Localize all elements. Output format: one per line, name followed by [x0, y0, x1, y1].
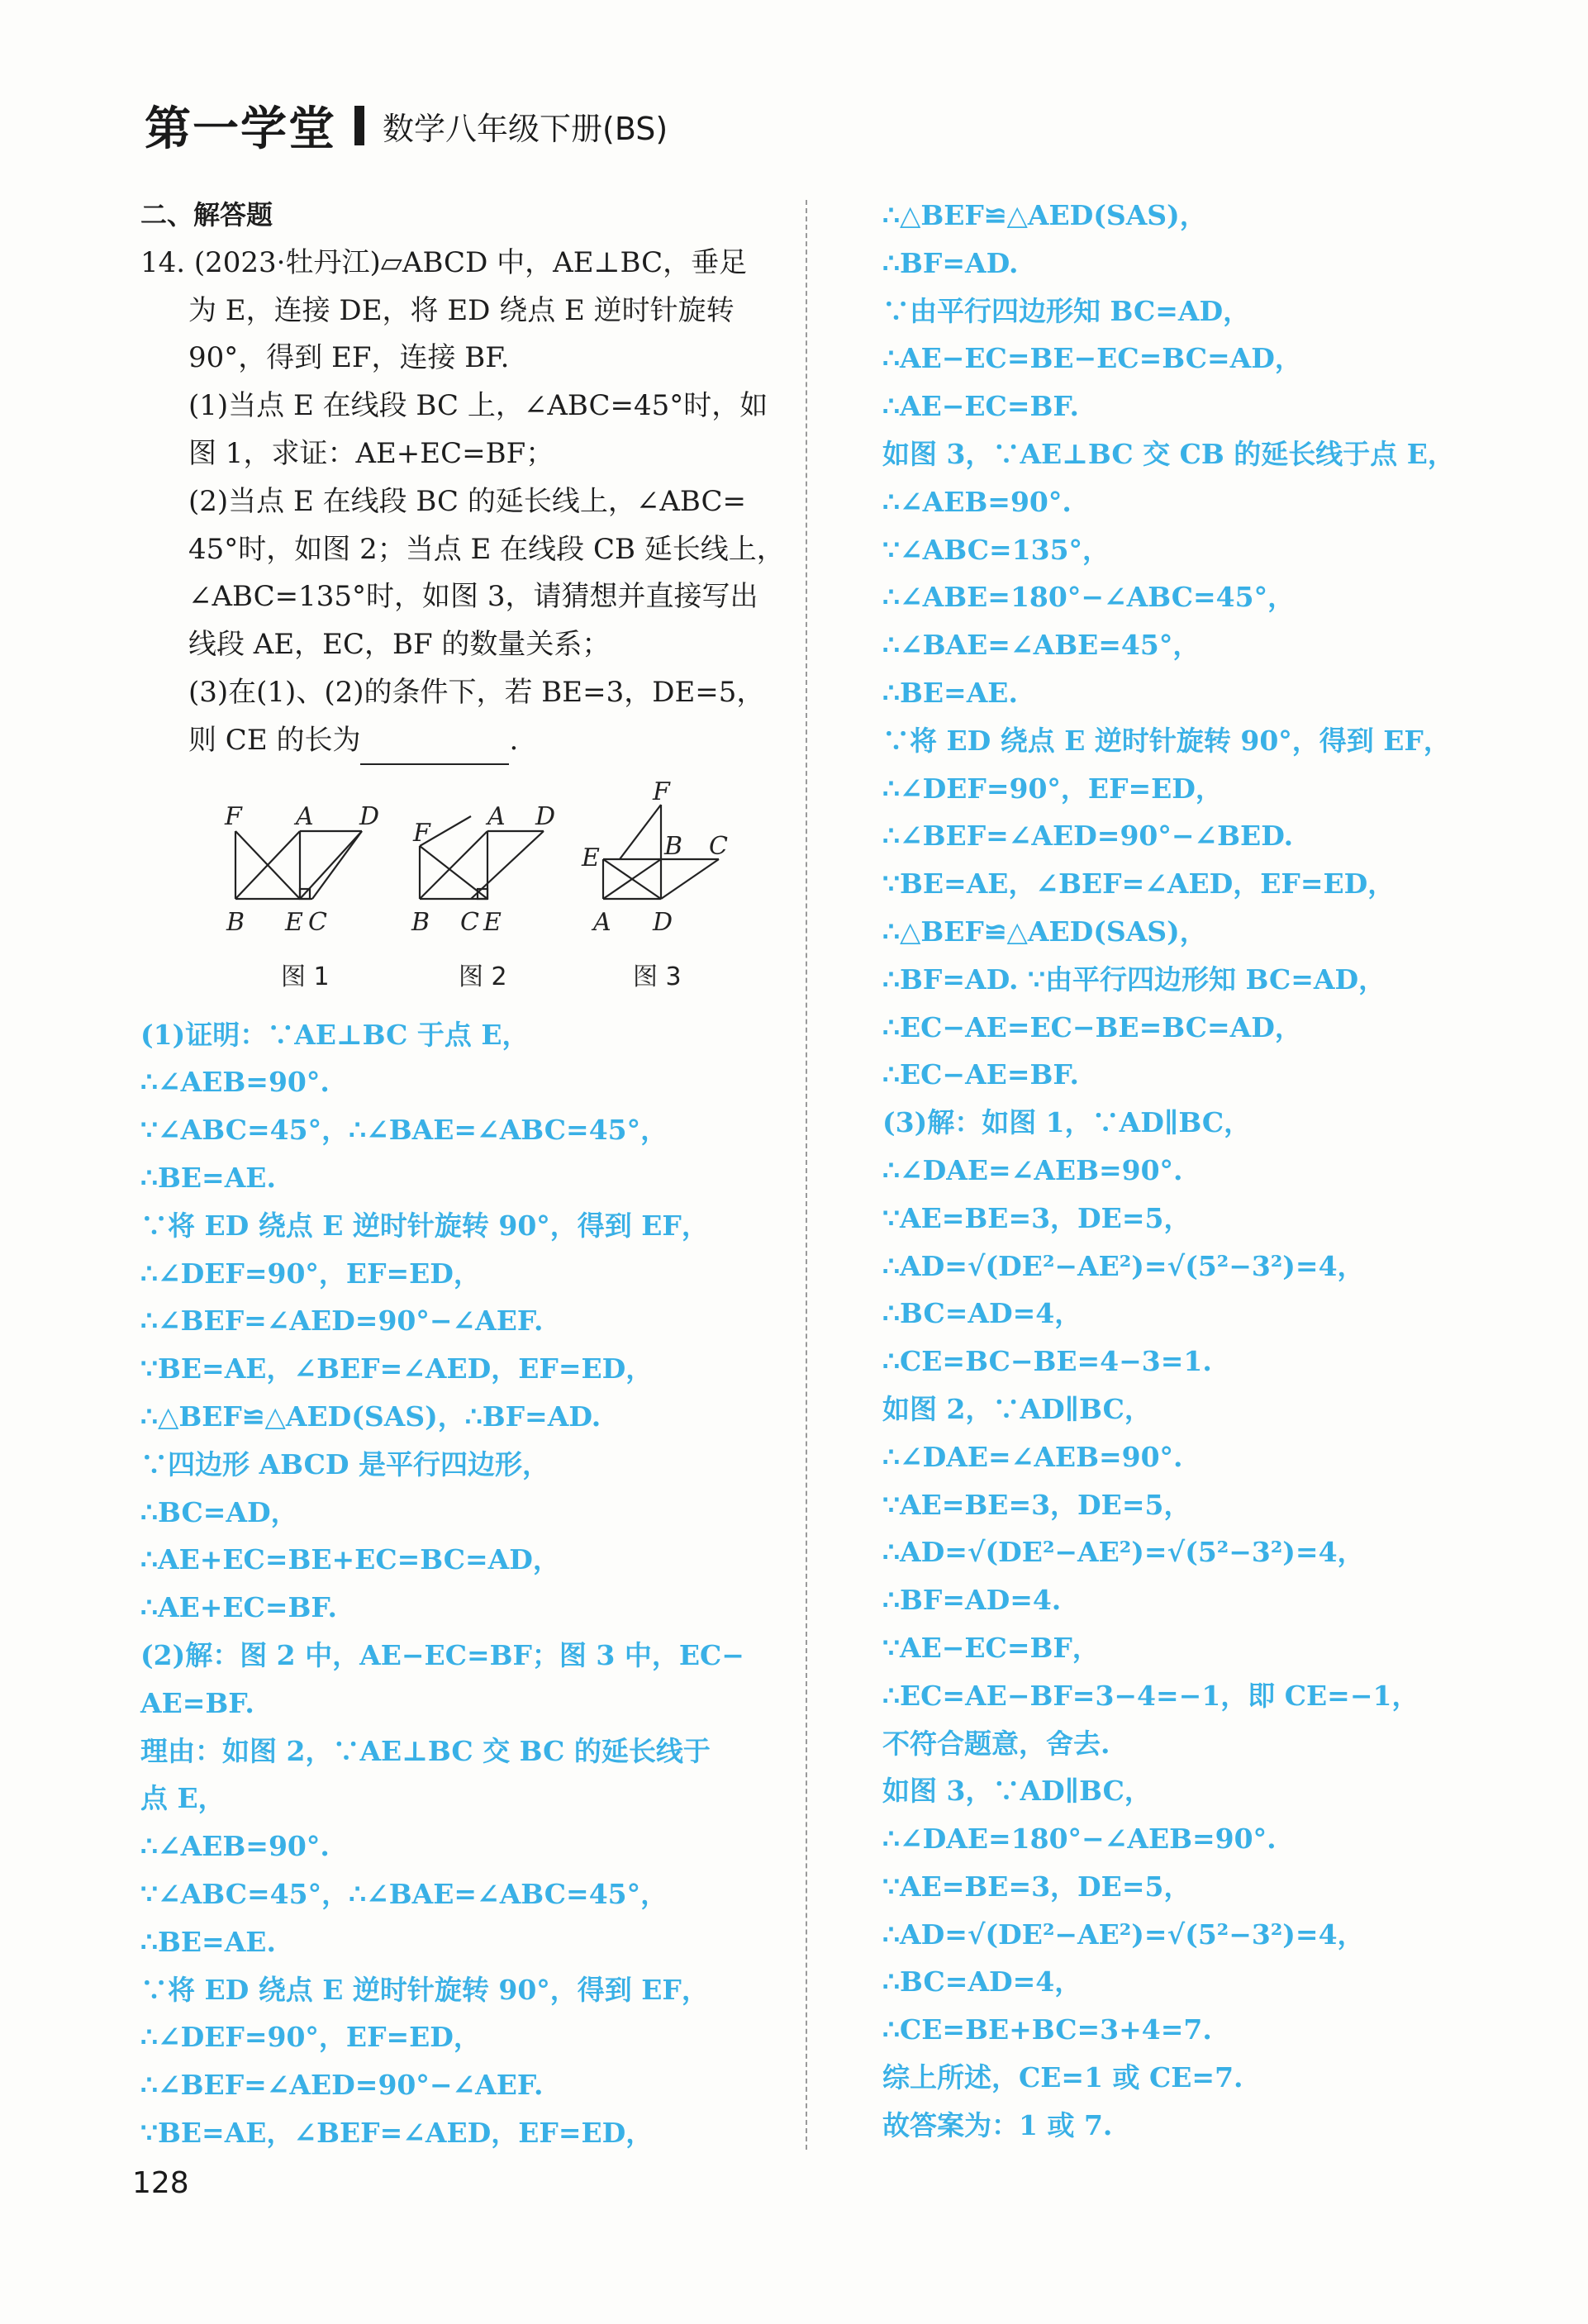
answer-line: ∵四边形 ABCD 是平行四边形， [140, 1447, 549, 1480]
answer-line: ∵AE=BE=3，DE=5， [882, 1488, 1191, 1521]
figure-2-labels [411, 802, 555, 937]
answer-line: 如图 2，∵AD∥BC， [882, 1392, 1152, 1425]
fig1-label-d: D [359, 801, 380, 831]
answer-line: ∴∠BEF=∠AED=90°−∠AEF. [140, 1305, 544, 1338]
answer-line: ∴BE=AE. [140, 1925, 276, 1958]
answer-line: ∴∠DAE=∠AEB=90°. [882, 1153, 1183, 1186]
header-divider [354, 106, 364, 145]
fig3-label-e: E [582, 843, 600, 872]
figure-3 [603, 805, 719, 899]
answer-line: ∵将 ED 绕点 E 逆时针旋转 90°，得到 EF， [882, 724, 1451, 757]
answer-line: AE=BF. [140, 1686, 254, 1719]
answer-line: ∵∠ABC=45°，∴∠BAE=∠ABC=45°， [140, 1877, 668, 1910]
answer-line: ∴∠DAE=∠AEB=90°. [882, 1440, 1183, 1473]
question-line: (3)在(1)、(2)的条件下，若 BE=3，DE=5， [188, 675, 765, 709]
fig3-label-b: B [664, 831, 683, 861]
figures [140, 772, 777, 1011]
fig2-label-b: B [411, 907, 430, 937]
answer-line: ∴∠DEF=90°，EF=ED， [882, 772, 1223, 805]
page-header [145, 93, 668, 159]
right-column [882, 192, 1477, 2150]
answer-line: ∴BC=AD， [140, 1495, 298, 1528]
answer-line: ∴BE=AE. [140, 1161, 276, 1194]
figure-2 [420, 816, 544, 899]
question-line: 线段 AE，EC，BF 的数量关系； [188, 628, 611, 662]
answer-line: ∴∠DAE=180°−∠AEB=90°. [882, 1823, 1277, 1856]
answer-line: ∴∠AEB=90°. [140, 1830, 330, 1863]
answer-line: ∴∠BEF=∠AED=90°−∠AEF. [140, 2069, 544, 2102]
answer-blank [360, 735, 509, 765]
answer-line: ∵AE=BE=3，DE=5， [882, 1201, 1191, 1234]
figure-1 [235, 831, 362, 899]
answer-line: ∴BE=AE. [882, 676, 1018, 709]
fig1-label-e: E [285, 907, 303, 937]
answer-line: ∴CE=BE+BC=3+4=7. [882, 2013, 1212, 2046]
answer-line: ∵将 ED 绕点 E 逆时针旋转 90°，得到 EF， [140, 1973, 709, 2006]
fig3-label-d: D [653, 907, 673, 937]
answer-line: 不符合题意，舍去. [882, 1727, 1110, 1760]
answer-line: ∴∠DEF=90°，EF=ED， [140, 1257, 481, 1290]
answer-line: ∴CE=BC−BE=4−3=1. [882, 1345, 1212, 1378]
question-line: 90°，得到 EF，连接 BF. [188, 341, 510, 375]
answer-line: ∴BC=AD=4， [882, 1297, 1082, 1330]
answer-line: ∴∠BEF=∠AED=90°−∠BED. [882, 820, 1294, 853]
answer-line: ∴∠AEB=90°. [882, 485, 1072, 518]
answer-line: ∵∠ABC=45°，∴∠BAE=∠ABC=45°， [140, 1114, 668, 1147]
fig1-label-c: C [308, 907, 327, 937]
answer-line: ∴AE+EC=BE+EC=BC=AD， [140, 1543, 560, 1576]
fig2-label-c: C [460, 907, 479, 937]
column-divider [806, 200, 807, 2150]
answer-line: ∴EC−AE=EC−BE=BC=AD， [882, 1010, 1302, 1043]
question-line-last [140, 717, 777, 765]
answer-line: ∴BF=AD. [882, 246, 1019, 279]
answer-line: 综上所述，CE=1 或 CE=7. [882, 2061, 1243, 2094]
question-last-suffix: . [509, 723, 519, 757]
question-line: ∠ABC=135°时，如图 3，请猜想并直接写出 [188, 580, 758, 614]
figure-1-labels [224, 802, 379, 937]
answer-line: ∴△BEF≌△AED(SAS)， [882, 199, 1207, 231]
question-line: 14. (2023·牡丹江)▱ABCD 中，AE⊥BC，垂足 [140, 245, 748, 279]
fig2-label-f: F [413, 818, 430, 848]
fig3-label-f: F [653, 777, 670, 806]
fig2-caption: 图 2 [459, 962, 507, 991]
answer-line: ∵BE=AE，∠BEF=∠AED，EF=ED， [140, 1352, 654, 1385]
left-column [140, 192, 785, 2157]
answer-line: 如图 3，∵AE⊥BC 交 CB 的延长线于点 E， [882, 437, 1455, 470]
answer-line: ∴∠DEF=90°，EF=ED， [140, 2021, 481, 2054]
question-line: (2)当点 E 在线段 BC 的延长线上，∠ABC= [188, 484, 747, 518]
fig1-caption: 图 1 [281, 962, 330, 991]
book-title: 数学八年级下册(BS) [383, 110, 668, 147]
answer-line: ∴AD=√(DE²−AE²)=√(5²−3²)=4， [882, 1249, 1365, 1282]
fig1-label-b: B [226, 907, 245, 937]
question-line: 为 E，连接 DE，将 ED 绕点 E 逆时针旋转 [188, 293, 735, 327]
answer-line: ∴∠BAE=∠ABE=45°， [882, 629, 1201, 662]
figure-3-labels [581, 777, 728, 937]
brand-title: 第一学堂 [145, 102, 336, 156]
fig3-label-a: A [593, 907, 611, 937]
answer-line: ∵由平行四边形知 BC=AD， [882, 294, 1251, 327]
answer-line: ∴AE−EC=BE−EC=BC=AD， [882, 342, 1302, 375]
figure-captions [281, 962, 682, 991]
answer-line: (1)证明：∵AE⊥BC 于点 E， [140, 1018, 530, 1051]
answer-line: ∴BF=AD. ∵由平行四边形知 BC=AD， [882, 962, 1386, 996]
page-number: 128 [132, 2166, 189, 2200]
answer-line: ∵∠ABC=135°， [882, 533, 1110, 566]
answer-line: ∴BF=AD=4. [882, 1584, 1062, 1617]
section-title: 二、解答题 [140, 199, 273, 230]
answer-line: ∵将 ED 绕点 E 逆时针旋转 90°，得到 EF， [140, 1209, 709, 1242]
answer-line: ∴AD=√(DE²−AE²)=√(5²−3²)=4， [882, 1918, 1365, 1951]
answer-line: ∵AE=BE=3，DE=5， [882, 1870, 1191, 1903]
answer-line: 如图 3，∵AD∥BC， [882, 1775, 1152, 1808]
answer-line: ∴AD=√(DE²−AE²)=√(5²−3²)=4， [882, 1536, 1365, 1569]
fig2-label-d: D [535, 801, 556, 831]
answer-line: ∴△BEF≌△AED(SAS)， [882, 915, 1207, 948]
answer-line: 点 E， [140, 1782, 226, 1815]
figure-diagrams [140, 772, 777, 1011]
question-line: 45°时，如图 2；当点 E 在线段 CB 延长线上， [188, 532, 785, 566]
question-line: (1)当点 E 在线段 BC 上，∠ABC=45°时，如 [188, 389, 768, 423]
answer-line: ∴AE−EC=BF. [882, 390, 1079, 423]
fig1-label-a: A [296, 801, 314, 831]
answer-line: 理由：如图 2，∵AE⊥BC 交 BC 的延长线于 [140, 1734, 711, 1767]
answer-line: ∴△BEF≌△AED(SAS)，∴BF=AD. [140, 1400, 601, 1433]
answer-line: (2)解：图 2 中，AE−EC=BF；图 3 中，EC− [140, 1638, 744, 1671]
answer-line: ∴EC=AE−BF=3−4=−1，即 CE=−1， [882, 1679, 1419, 1712]
answer-line: (3)解：如图 1，∵AD∥BC， [882, 1106, 1252, 1139]
fig3-label-c: C [709, 831, 728, 861]
answer-line: ∴∠AEB=90°. [140, 1066, 330, 1099]
answer-line: ∵BE=AE，∠BEF=∠AED，EF=ED， [882, 867, 1395, 901]
fig1-label-f: F [225, 801, 242, 831]
fig3-caption: 图 3 [633, 962, 682, 991]
answer-line: ∴∠ABE=180°−∠ABC=45°， [882, 581, 1296, 614]
question-last-prefix: 则 CE 的长为 [188, 723, 361, 757]
answer-line: ∵BE=AE，∠BEF=∠AED，EF=ED， [140, 2116, 654, 2149]
answer-line: ∴BC=AD=4， [882, 1965, 1082, 1998]
answer-line: ∵AE−EC=BF， [882, 1631, 1100, 1664]
answer-line: ∴AE+EC=BF. [140, 1591, 337, 1624]
question-line: 图 1，求证：AE+EC=BF； [188, 436, 554, 470]
answer-line: ∴EC−AE=BF. [882, 1058, 1079, 1091]
fig2-label-e: E [483, 907, 502, 937]
question-14 [140, 240, 785, 765]
answer-left [140, 1011, 777, 2157]
answer-line: 故答案为：1 或 7. [882, 2108, 1113, 2141]
fig2-label-a: A [487, 801, 506, 831]
